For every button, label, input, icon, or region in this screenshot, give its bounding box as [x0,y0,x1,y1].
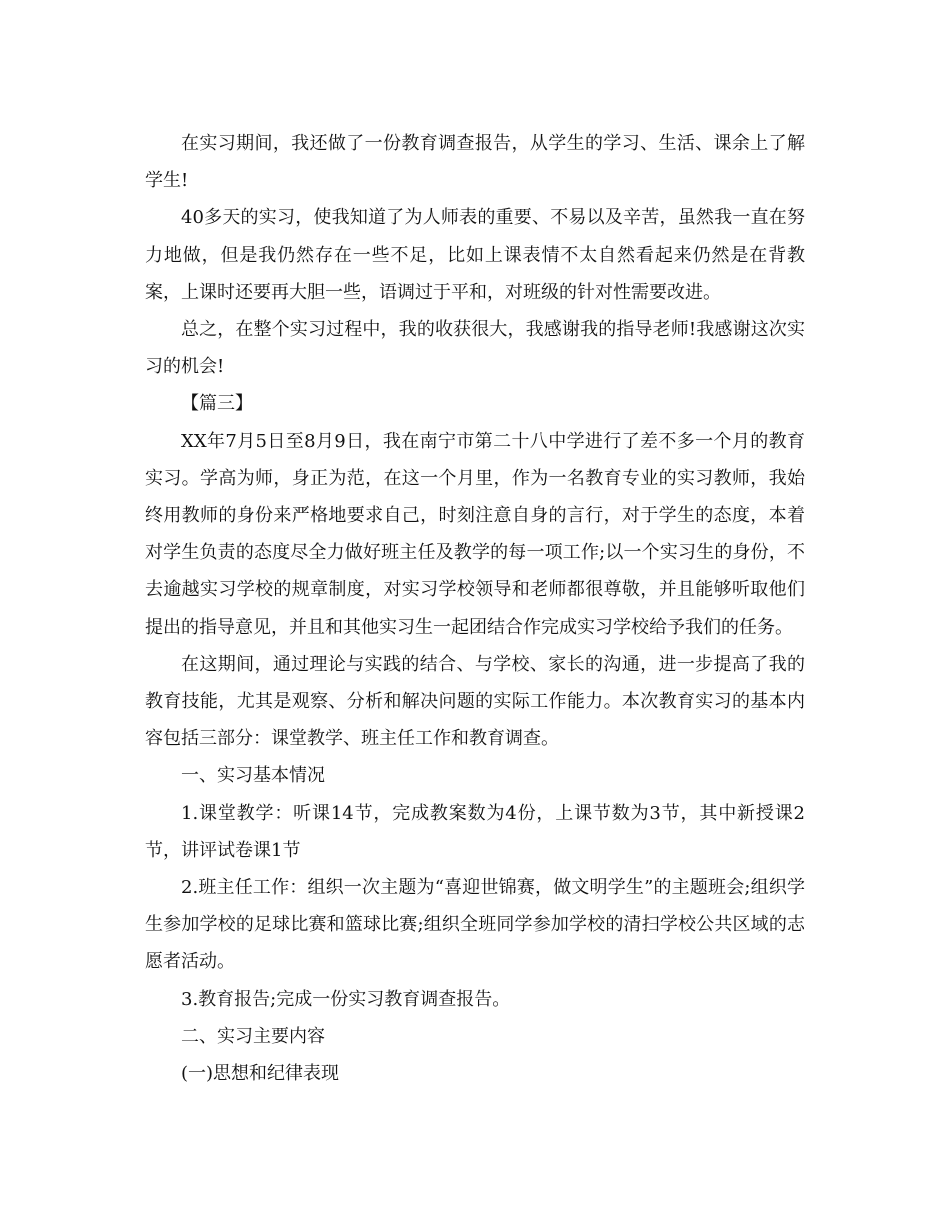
paragraph-conclusion: 总之，在整个实习过程中，我的收获很大，我感谢我的指导老师!我感谢这次实习的机会! [145,319,805,378]
paragraph-reflection: 40多天的实习，使我知道了为人师表的重要、不易以及辛苦，虽然我一直在努力地做，但是我仍然存在一些不足，比如上课表情不太自然看起来仍然是在背教案，上课时还要再大胆一些，语调过于平和，对班级的针对性需要改进。 [145,207,805,303]
subheading-thought-discipline: (一)思想和纪律表现 [181,1063,340,1085]
document-body [145,125,805,1092]
heading-basic-situation: 一、实习基本情况 [181,765,325,787]
paragraph-internship-intro: XX年7月5日至8月9日，我在南宁市第二十八中学进行了差不多一个月的教育实习。学高为师，身正为范，在这一个月里，作为一名教育专业的实习教师，我始终用教师的身份来严格地要求自己，时刻注意自身的言行，对于学生的态度，本着对学生负责的态度尽全力做好班主任及教学的每一项工作;以一个实习生的身份，不去逾越实习学校的规章制度，对实习学校领导和老师都很尊敬，并且能够听取他们提出的指导意见，并且和其他实习生一起团结合作完成实习学校给予我们的任务。 [145,430,805,638]
paragraph-internship-summary: 在这期间，通过理论与实践的结合、与学校、家长的沟通，进一步提高了我的教育技能，尤其是观察、分析和解决问题的实际工作能力。本次教育实习的基本内容包括三部分：课堂教学、班主任工作和教育调查。 [145,653,805,750]
list-item-education-report: 3.教育报告;完成一份实习教育调查报告。 [181,988,511,1010]
section-heading-part-three: 【篇三】 [181,393,253,415]
list-item-class-teacher-work: 2.班主任工作：组织一次主题为“喜迎世锦赛，做文明学生”的主题班会;组织学生参加学校的足球比赛和篮球比赛;组织全班同学参加学校的清扫学校公共区域的志愿者活动。 [145,877,805,973]
list-item-classroom-teaching: 1.课堂教学：听课14节，完成教案数为4份，上课节数为3节，其中新授课2节，讲评试卷课1节 [145,802,805,861]
paragraph-survey-report: 在实习期间，我还做了一份教育调查报告，从学生的学习、生活、课余上了解学生! [145,133,805,192]
heading-main-content: 二、实习主要内容 [181,1025,325,1047]
